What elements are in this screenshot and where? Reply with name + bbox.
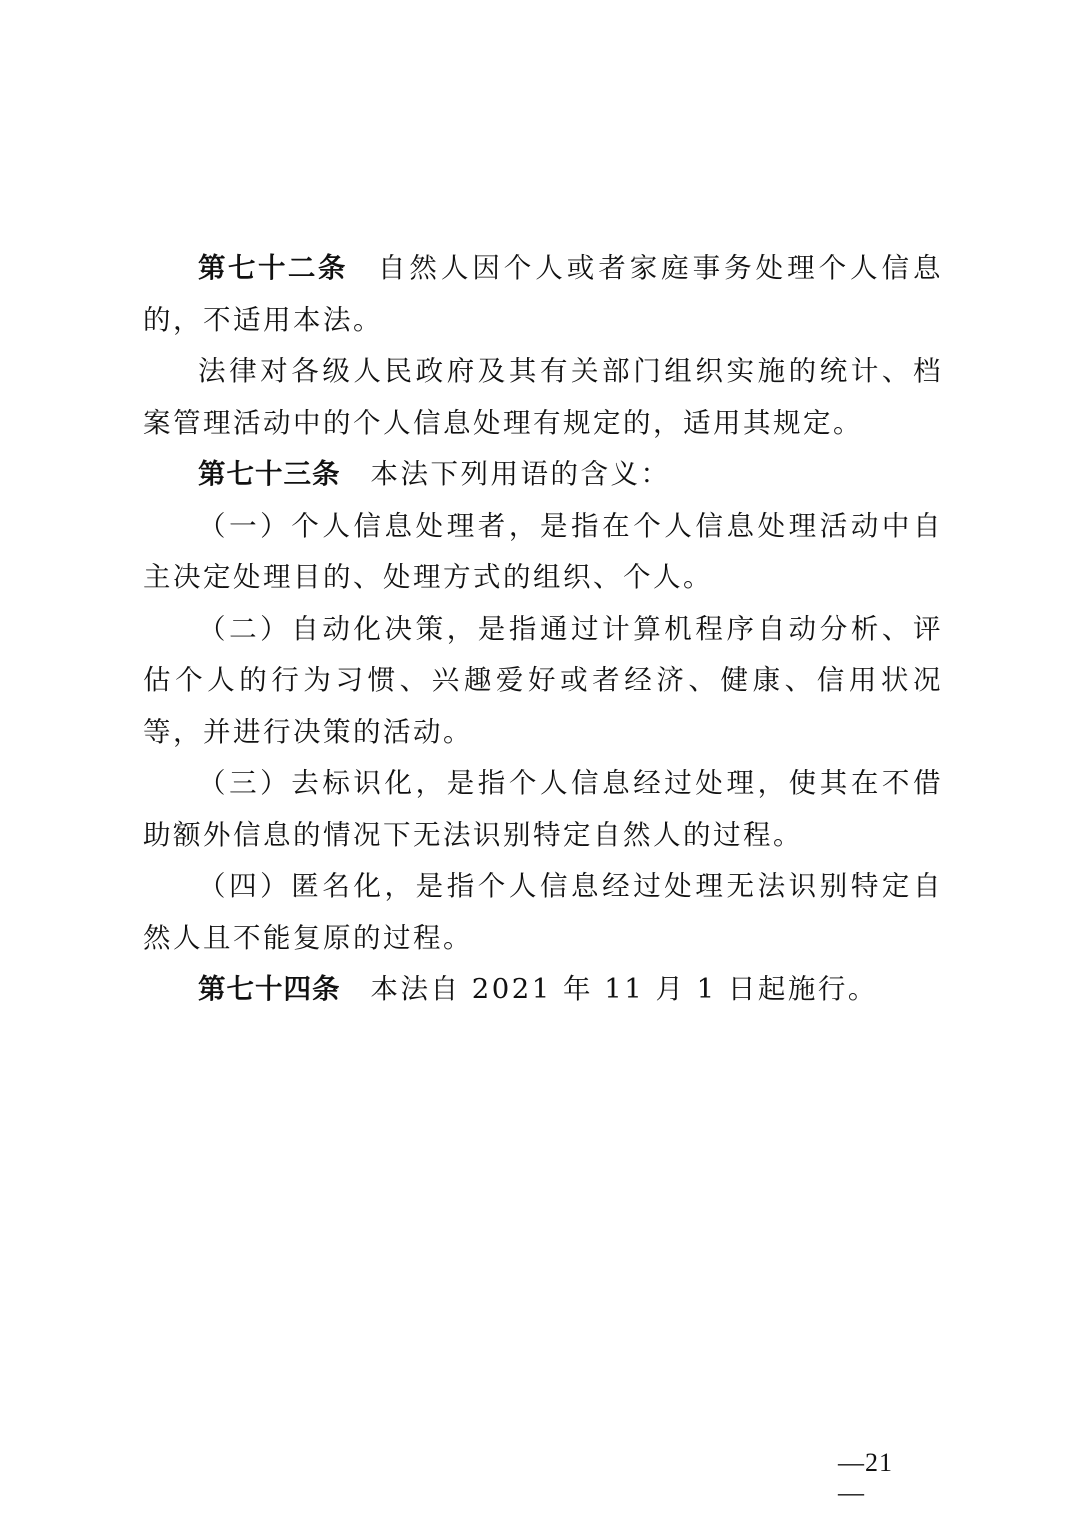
paragraph-article-74 bbox=[143, 964, 943, 1016]
definition-item-4 bbox=[143, 861, 943, 964]
document-body bbox=[143, 243, 943, 1016]
paragraph-text: （四）匿名化，是指个人信息经过处理无法识别特定自然人且不能复原的过程。 bbox=[143, 870, 943, 954]
definition-item-2 bbox=[143, 604, 943, 759]
paragraph bbox=[143, 346, 943, 449]
paragraph-text: （一）个人信息处理者，是指在个人信息处理活动中自主决定处理目的、处理方式的组织、个人。 bbox=[143, 509, 943, 593]
article-heading: 第七十二条 bbox=[198, 252, 348, 284]
definition-item-1 bbox=[143, 501, 943, 604]
page-number: —21— bbox=[838, 1448, 893, 1507]
paragraph-article-73 bbox=[143, 449, 943, 501]
definition-item-3 bbox=[143, 758, 943, 861]
paragraph-text: 本法自 2021 年 11 月 1 日起施行。 bbox=[370, 973, 878, 1005]
article-heading: 第七十三条 bbox=[198, 458, 341, 490]
paragraph-text: （三）去标识化，是指个人信息经过处理，使其在不借助额外信息的情况下无法识别特定自然人的过程。 bbox=[143, 767, 943, 851]
article-heading: 第七十四条 bbox=[198, 973, 341, 1005]
paragraph-text: 法律对各级人民政府及其有关部门组织实施的统计、档案管理活动中的个人信息处理有规定的，适用其规定。 bbox=[143, 355, 943, 439]
paragraph-text: （二）自动化决策，是指通过计算机程序自动分析、评估个人的行为习惯、兴趣爱好或者经济、健康、信用状况等，并进行决策的活动。 bbox=[143, 612, 943, 748]
paragraph-text: 自然人因个人或者家庭事务处理个人信息的，不适用本法。 bbox=[143, 252, 944, 336]
paragraph-article-72 bbox=[143, 243, 943, 346]
paragraph-text: 本法下列用语的含义： bbox=[370, 458, 671, 490]
